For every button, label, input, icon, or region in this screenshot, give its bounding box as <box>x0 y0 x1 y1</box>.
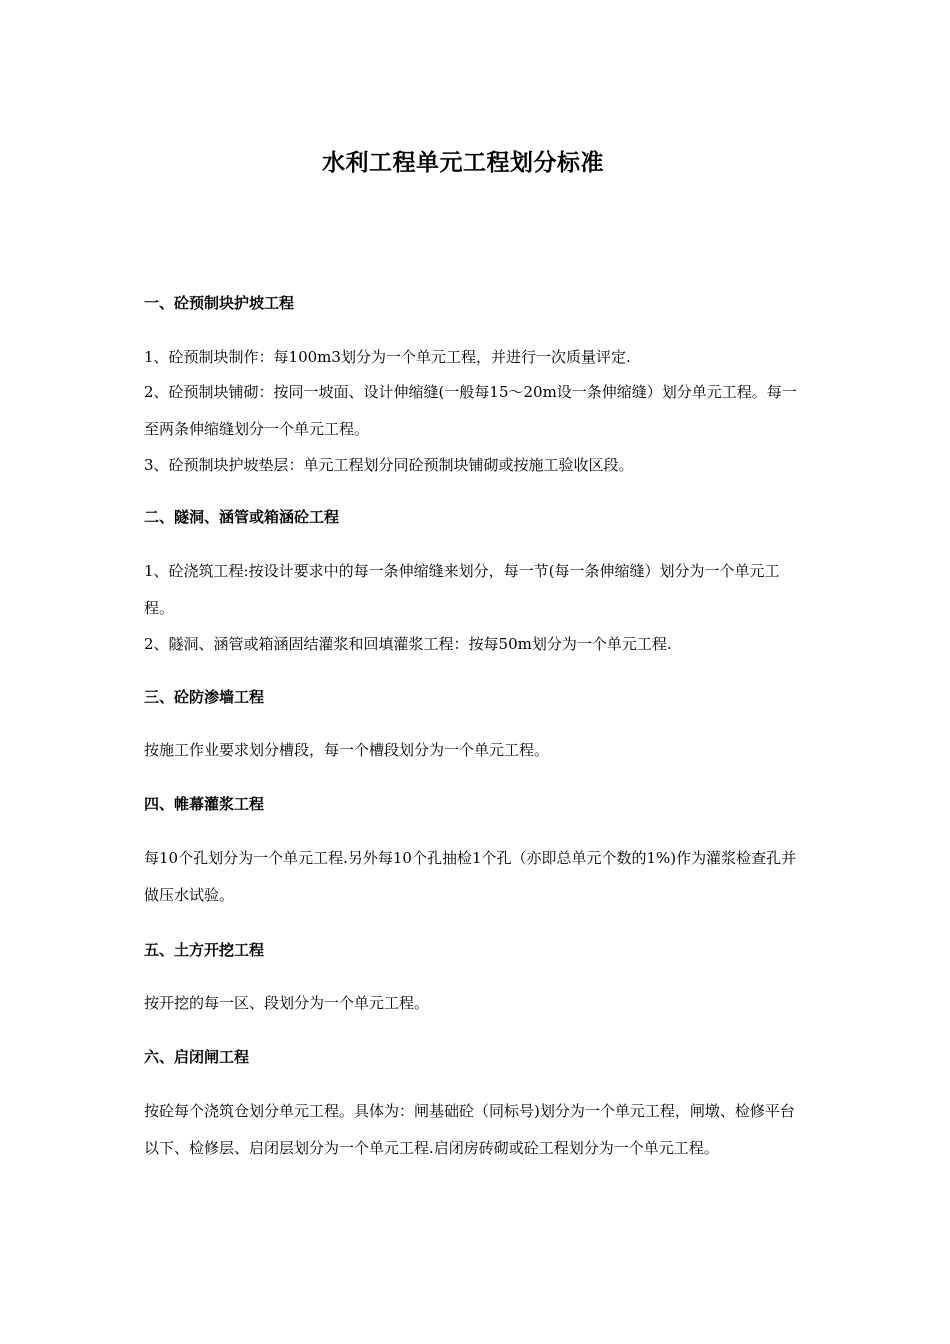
section-6-heading-block <box>144 1046 808 1068</box>
section-6-body <box>144 1093 808 1167</box>
section-1-body <box>144 340 808 482</box>
section-3-heading-block <box>144 686 808 708</box>
paragraph: 按开挖的每一区、段划分为一个单元工程。 <box>144 994 430 1012</box>
paragraph: 2、隧洞、涵管或箱涵固结灌浆和回填灌浆工程：按每50m划分为一个单元工程. <box>144 635 672 653</box>
section-3-body <box>144 733 808 767</box>
section-1-heading-block <box>144 292 808 314</box>
paragraph: 按施工作业要求划分槽段，每一个槽段划分为一个单元工程。 <box>144 741 550 759</box>
section-heading: 一、砼预制块护坡工程 <box>144 294 295 312</box>
section-4-body <box>144 840 808 914</box>
section-heading: 五、土方开挖工程 <box>144 941 265 959</box>
paragraph: 1、砼浇筑工程:按设计要求中的每一条伸缩缝来划分，每一节(每一条伸缩缝）划分为一个单元工程。 <box>144 562 780 617</box>
paragraph: 3、砼预制块护坡垫层：单元工程划分同砼预制块铺砌或按施工验收区段。 <box>144 456 634 474</box>
section-2-body <box>144 553 808 661</box>
paragraph: 按砼每个浇筑仓划分单元工程。具体为：闸基础砼（同标号)划分为一个单元工程，闸墩、检修平台以下、检修层、启闭层划分为一个单元工程.启闭房砖砌或砼工程划分为一个单元工程。 <box>144 1102 795 1157</box>
section-heading: 四、帷幕灌浆工程 <box>144 795 265 813</box>
section-5-heading-block <box>144 939 808 961</box>
section-5-body <box>144 986 808 1020</box>
paragraph: 2、砼预制块铺砌：按同一坡面、设计伸缩缝(一般每15～20m设一条伸缩缝）划分单元工程。每一至两条伸缩缝划分一个单元工程。 <box>144 383 797 438</box>
section-2-heading-block <box>144 506 808 528</box>
document-title: 水利工程单元工程划分标准 <box>322 150 604 176</box>
paragraph: 每10个孔划分为一个单元工程.另外每10个孔抽检1个孔（亦即总单元个数的1%)作为灌浆检查孔并做压水试验。 <box>144 849 797 904</box>
section-heading: 二、隧洞、涵管或箱涵砼工程 <box>144 508 340 526</box>
paragraph: 1、砼预制块制作：每100m3划分为一个单元工程，并进行一次质量评定. <box>144 348 631 366</box>
section-heading: 三、砼防渗墙工程 <box>144 688 265 706</box>
section-4-heading-block <box>144 793 808 815</box>
section-heading: 六、启闭闸工程 <box>144 1048 250 1066</box>
